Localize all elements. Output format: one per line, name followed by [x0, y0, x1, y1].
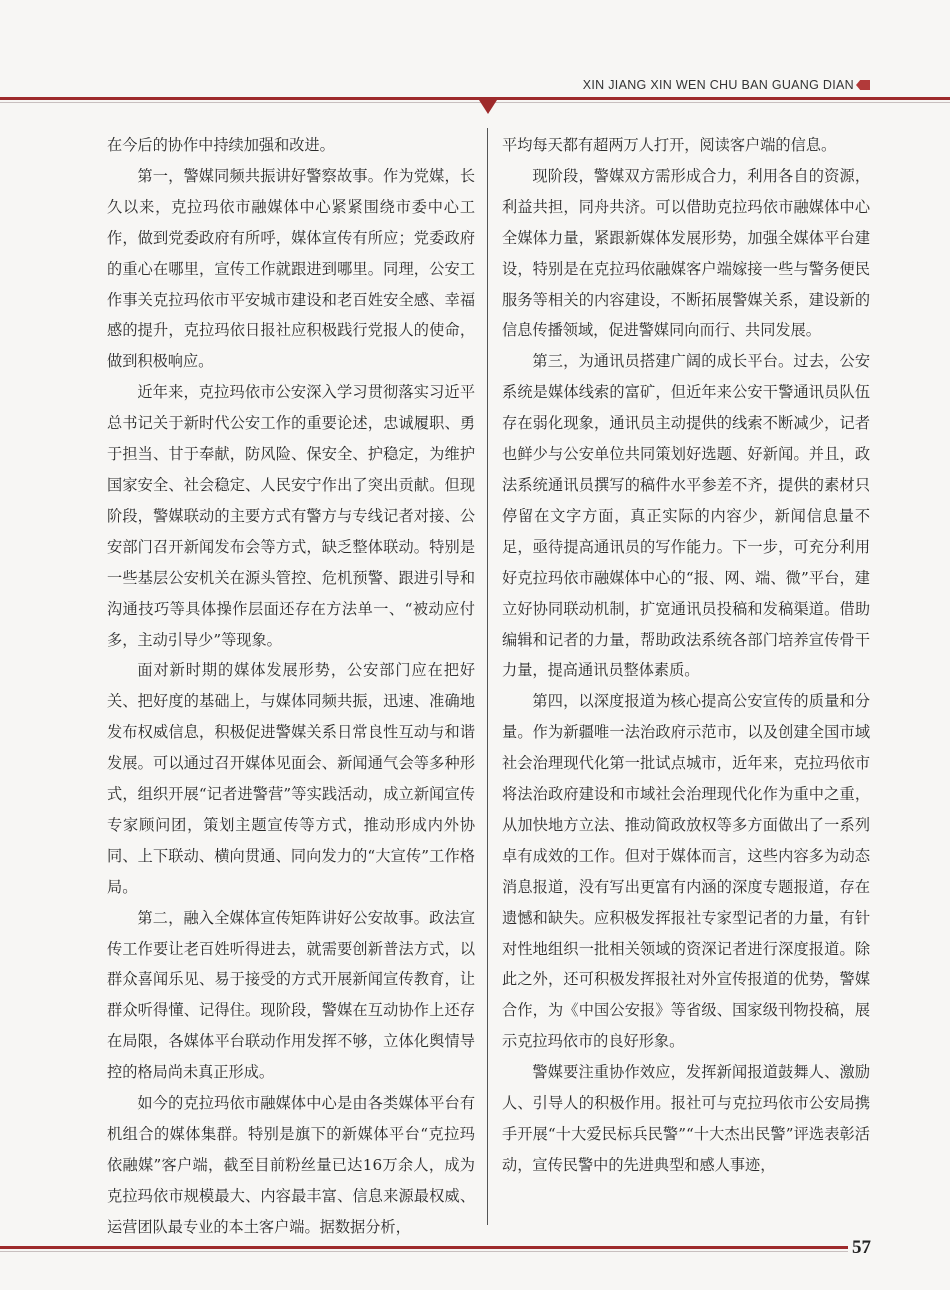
paragraph: 如今的克拉玛依市融媒体中心是由各类媒体平台有机组合的媒体集群。特别是旗下的新媒体平台“克拉玛依融媒”客户端，截至目前粉丝量已达16万余人，成为克拉玛依市规模最大、内容最丰富、信息来源最权威、运营团队最专业的本土客户端。据数据分析， [107, 1094, 475, 1236]
paragraph: 平均每天都有超两万人打开，阅读客户端的信息。 [502, 136, 837, 154]
paragraph: 现阶段，警媒双方需形成合力，利用各自的资源，利益共担，同舟共济。可以借助克拉玛依市融媒体中心全媒体力量，紧跟新媒体发展形势，加强全媒体平台建设，特别是在克拉玛依融媒客户端嫁接一些与警务便民服务等相关的内容建设，不断拓展警媒关系，建设新的信息传播领域，促进警媒同向而行、共同发展。 [502, 166, 870, 340]
top-rule [0, 97, 950, 100]
paragraph: 在今后的协作中持续加强和改进。 [107, 136, 335, 154]
running-header-title: XIN JIANG XIN WEN CHU BAN GUANG DIAN [582, 78, 854, 92]
paragraph: 第一，警媒同频共振讲好警察故事。作为党媒，长久以来，克拉玛依市融媒体中心紧紧围绕市委中心工作，做到党委政府有所呼，媒体宣传有所应；党委政府的重心在哪里，宣传工作就跟进到哪里。同理，公安工作事关克拉玛依市平安城市建设和老百姓安全感、幸福感的提升，克拉玛依日报社应积极践行党报人的使命，做到积极响应。 [107, 166, 475, 371]
paragraph: 第二，融入全媒体宣传矩阵讲好公安故事。政法宣传工作要让老百姓听得进去，就需要创新普法方式，以群众喜闻乐见、易于接受的方式开展新闻宣传教育，让群众听得懂、记得住。现阶段，警媒在互动协作上还存在局限，各媒体平台联动作用发挥不够，立体化舆情导控的格局尚未真正形成。 [107, 908, 475, 1082]
paragraph: 第三，为通讯员搭建广阔的成长平台。过去，公安系统是媒体线索的富矿，但近年来公安干警通讯员队伍存在弱化现象，通讯员主动提供的线索不断减少，记者也鲜少与公安单位共同策划好选题、好新闻。并且，政法系统通讯员撰写的稿件水平参差不齐，提供的素材只停留在文字方面，真正实际的内容少，新闻信息量不足，亟待提高通讯员的写作能力。下一步，可充分利用好克拉玛依市融媒体中心的“报、网、端、微”平台，建立好协同联动机制，扩宽通讯员投稿和发稿渠道。借助编辑和记者的力量，帮助政法系统各部门培养宣传骨干力量，提高通讯员整体素质。 [502, 352, 870, 680]
paragraph: 第四，以深度报道为核心提高公安宣传的质量和分量。作为新疆唯一法治政府示范市，以及创建全国市域社会治理现代化第一批试点城市，近年来，克拉玛依市将法治政府建设和市域社会治理现代化作为重中之重，从加快地方立法、推动简政放权等多方面做出了一系列卓有成效的工作。但对于媒体而言，这些内容多为动态消息报道，没有写出更富有内涵的深度专题报道，存在遗憾和缺失。应积极发挥报社专家型记者的力量，有针对性地组织一批相关领域的资深记者进行深度报道。除此之外，还可积极发挥报社对外宣传报道的优势，警媒合作，为《中国公安报》等省级、国家级刊物投稿，展示克拉玛依市的良好形象。 [502, 692, 870, 1051]
paragraph: 警媒要注重协作效应，发挥新闻报道鼓舞人、激励人、引导人的积极作用。报社可与克拉玛依市公安局携手开展“十大爱民标兵民警”“十大杰出民警”评选表彰活动，宣传民警中的先进典型和感人事迹， [502, 1063, 870, 1174]
paragraph: 面对新时期的媒体发展形势，公安部门应在把好关、把好度的基础上，与媒体同频共振，迅速、准确地发布权威信息，积极促进警媒关系日常良性互动与和谐发展。可以通过召开媒体见面会、新闻通气会等多种形式，组织开展“记者进警营”等实践活动，成立新闻宣传专家顾问团，策划主题宣传等方式，推动形成内外协同、上下联动、横向贯通、同向发力的“大宣传”工作格局。 [107, 661, 475, 896]
top-rule-thin [0, 102, 950, 103]
header-arrow-icon [856, 80, 870, 90]
paragraph: 近年来，克拉玛依市公安深入学习贯彻落实习近平总书记关于新时代公安工作的重要论述，忠诚履职、勇于担当、甘于奉献，防风险、保安全、护稳定，为维护国家安全、社会稳定、人民安宁作出了突出贡献。但现阶段，警媒联动的主要方式有警方与专线记者对接、公安部门召开新闻发布会等方式，缺乏整体联动。特别是一些基层公安机关在源头管控、危机预警、跟进引导和沟通技巧等具体操作层面还存在方法单一、“被动应付多，主动引导少”等现象。 [107, 383, 475, 649]
bottom-rule-thin [0, 1251, 848, 1252]
column-divider [487, 128, 488, 1225]
page-number: 57 [852, 1237, 871, 1258]
left-column [107, 130, 475, 1243]
triangle-marker-icon [479, 100, 497, 114]
right-column [502, 130, 870, 1181]
bottom-rule [0, 1246, 848, 1249]
